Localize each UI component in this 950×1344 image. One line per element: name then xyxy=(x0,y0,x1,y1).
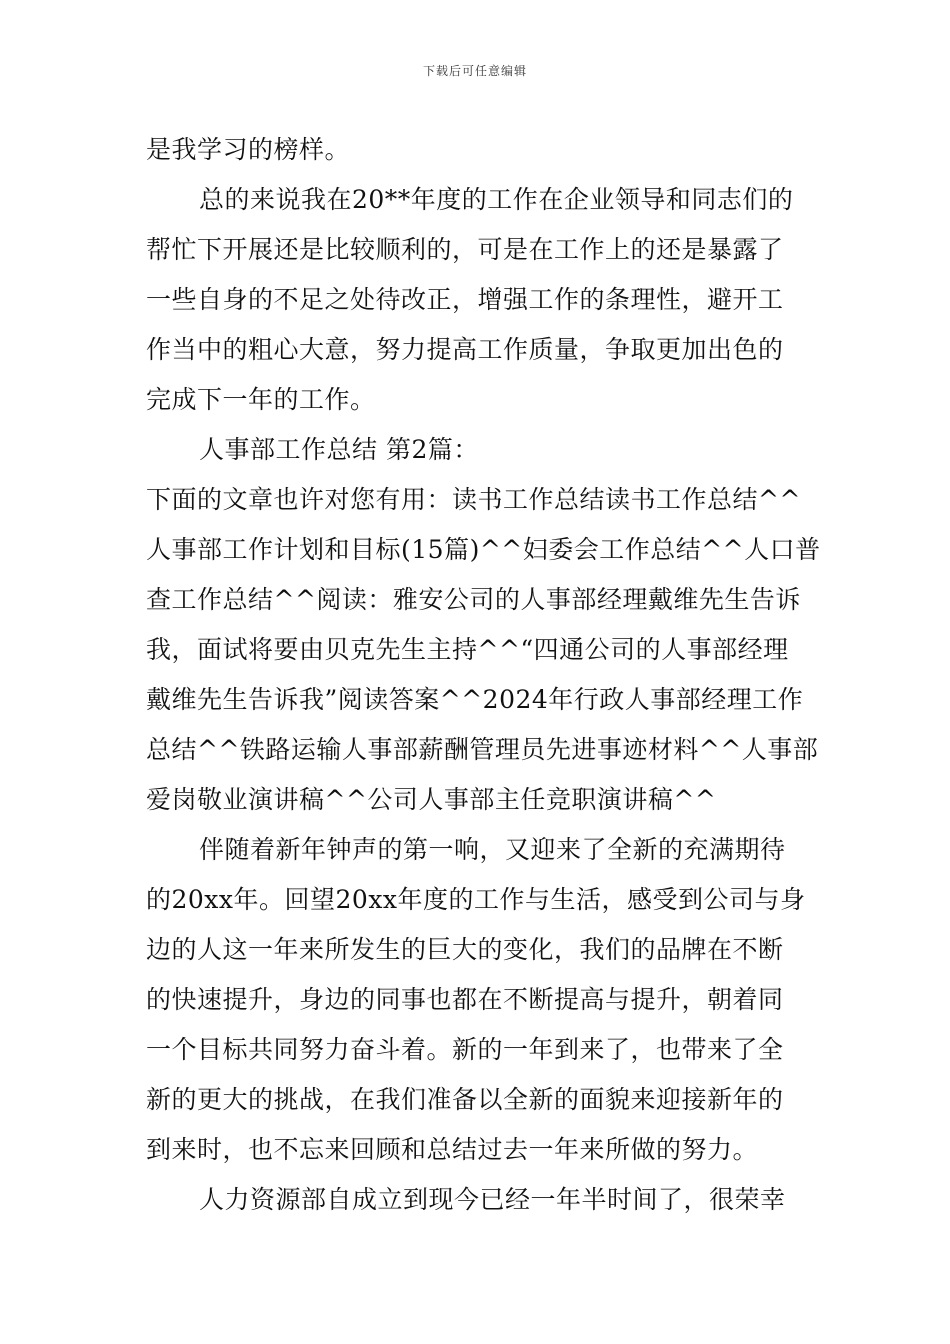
related-articles-line: 人事部工作计划和目标(15篇)^^妇委会工作总结^^人口普 xyxy=(146,535,821,564)
related-articles-line: 爱岗敬业演讲稿^^公司人事部主任竞职演讲稿^^ xyxy=(146,785,717,814)
text-line: 的20xx年。回望20xx年度的工作与生活，感受到公司与身 xyxy=(146,885,806,914)
text-line: 一个目标共同努力奋斗着。新的一年到来了，也带来了全 xyxy=(146,1035,784,1064)
section-heading: 人事部工作总结 第2篇： xyxy=(199,435,479,464)
related-articles-line: 总结^^铁路运输人事部薪酬管理员先进事迹材料^^人事部 xyxy=(146,735,819,764)
text-line: 是我学习的榜样。 xyxy=(146,135,351,164)
related-articles-line: 我，面试将要由贝克先生主持^^“四通公司的人事部经理 xyxy=(146,635,789,664)
text-line: 作当中的粗心大意，努力提高工作质量，争取更加出色的 xyxy=(146,335,784,364)
related-articles-line: 戴维先生告诉我”阅读答案^^2024年行政人事部经理工作 xyxy=(146,685,804,714)
text-line: 到来时，也不忘来回顾和总结过去一年来所做的努力。 xyxy=(146,1135,759,1164)
text-line: 帮忙下开展还是比较顺利的，可是在工作上的还是暴露了 xyxy=(146,235,784,264)
text-line: 完成下一年的工作。 xyxy=(146,385,376,414)
text-line: 的快速提升，身边的同事也都在不断提高与提升，朝着同 xyxy=(146,985,784,1014)
related-articles-line: 查工作总结^^阅读：雅安公司的人事部经理戴维先生告诉 xyxy=(146,585,801,614)
text-line: 边的人这一年来所发生的巨大的变化，我们的品牌在不断 xyxy=(146,935,784,964)
paragraph-first-line: 总的来说我在20**年度的工作在企业领导和同志们的 xyxy=(199,185,794,214)
related-articles-line: 下面的文章也许对您有用：读书工作总结读书工作总结^^ xyxy=(146,485,801,514)
text-line: 一些自身的不足之处待改正，增强工作的条理性，避开工 xyxy=(146,285,784,314)
text-line: 新的更大的挑战，在我们准备以全新的面貌来迎接新年的 xyxy=(146,1085,784,1114)
paragraph-first-line: 人力资源部自成立到现今已经一年半时间了，很荣幸 xyxy=(199,1185,786,1214)
paragraph-first-line: 伴随着新年钟声的第一响，又迎来了全新的充满期待 xyxy=(199,835,786,864)
page-header-note: 下载后可任意编辑 xyxy=(422,64,527,78)
